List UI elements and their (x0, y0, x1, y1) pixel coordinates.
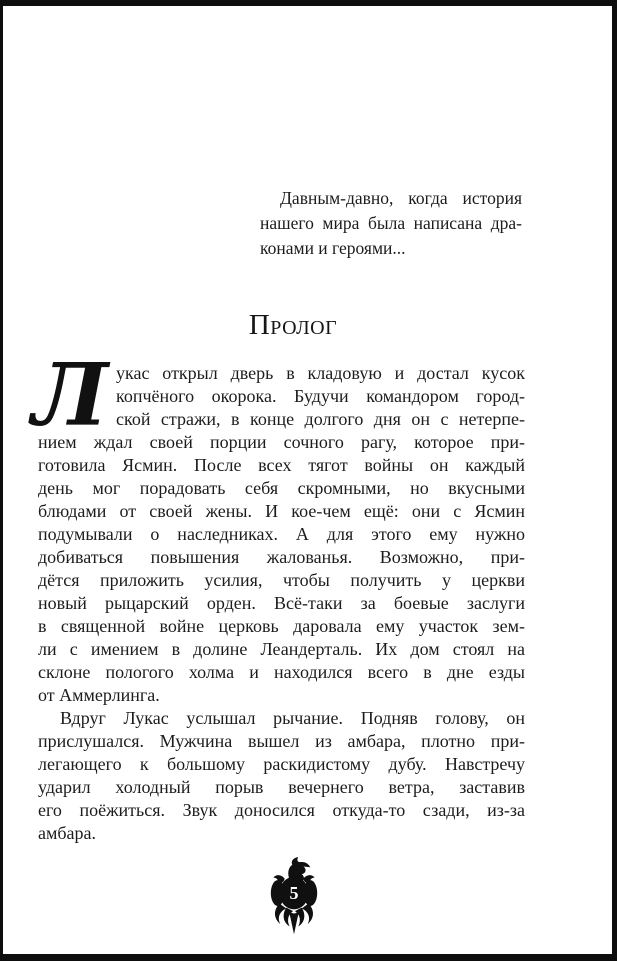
text-line: готовила Ясмин. После всех тягот войны он каждый (38, 455, 525, 475)
text-line: склоне пологого холма и находился всего в дне езды (38, 662, 525, 682)
text-line: амбара. (38, 823, 97, 843)
text-line: ли с имением в долине Леандерталь. Их дом стоял на (38, 639, 525, 659)
text-line: добиваться повышения жалованья. Возможно, при- (38, 547, 525, 567)
text-line: прислушался. Мужчина вышел из амбара, плотно при- (38, 731, 525, 751)
text-line: Вдруг Лукас услышал рычание. Подняв голову, он (60, 708, 525, 728)
paragraph (32, 345, 525, 707)
text-line: нием ждал своей порции сочного рагу, которое при- (38, 432, 525, 452)
text-line: ударил холодный порыв вечернего ветра, заставив (38, 777, 525, 797)
text-line: блюдами от своей жены. И кое-чем ещё: они с Ясмин (38, 501, 525, 521)
epigraph-line: нашего мира была написана дра- (260, 213, 522, 233)
text-line: его поёжиться. Звук доносился откуда-то сзади, из-за (38, 800, 525, 820)
page-ornament (266, 857, 322, 936)
text-line: новый рыцарский орден. Всё-таки за боевые заслуги (38, 593, 525, 613)
text-line: день мог порадовать себя скромными, но вкусными (38, 478, 525, 498)
text-line: от Аммерлинга. (38, 685, 160, 705)
page-number: 5 (289, 883, 299, 903)
epigraph-line: Давным-давно, когда история (280, 188, 522, 208)
epigraph-line: конами и героями... (260, 238, 406, 258)
epigraph (260, 186, 522, 261)
chapter-heading: Пролог (248, 309, 338, 341)
text-line: укас открыл дверь в кладовую и достал кусок (116, 363, 525, 383)
paragraph (38, 707, 525, 845)
text-line: легающего к большому раскидистому дубу. Навстречу (38, 754, 525, 774)
text-line: подумывали о наследниках. А для этого ему нужно (38, 524, 525, 544)
body-text (32, 345, 525, 845)
text-line: ской стражи, в конце долгого дня он с нетерпе- (116, 409, 525, 429)
text-line: в священной войне церковь даровала ему участок зем- (38, 616, 525, 636)
drop-cap-area (32, 345, 116, 446)
drop-cap: Л (32, 345, 109, 446)
text-line: копчёного окорока. Будучи командором город- (116, 386, 525, 406)
text-line: дётся приложить усилия, чтобы получить у церкви (38, 570, 525, 590)
